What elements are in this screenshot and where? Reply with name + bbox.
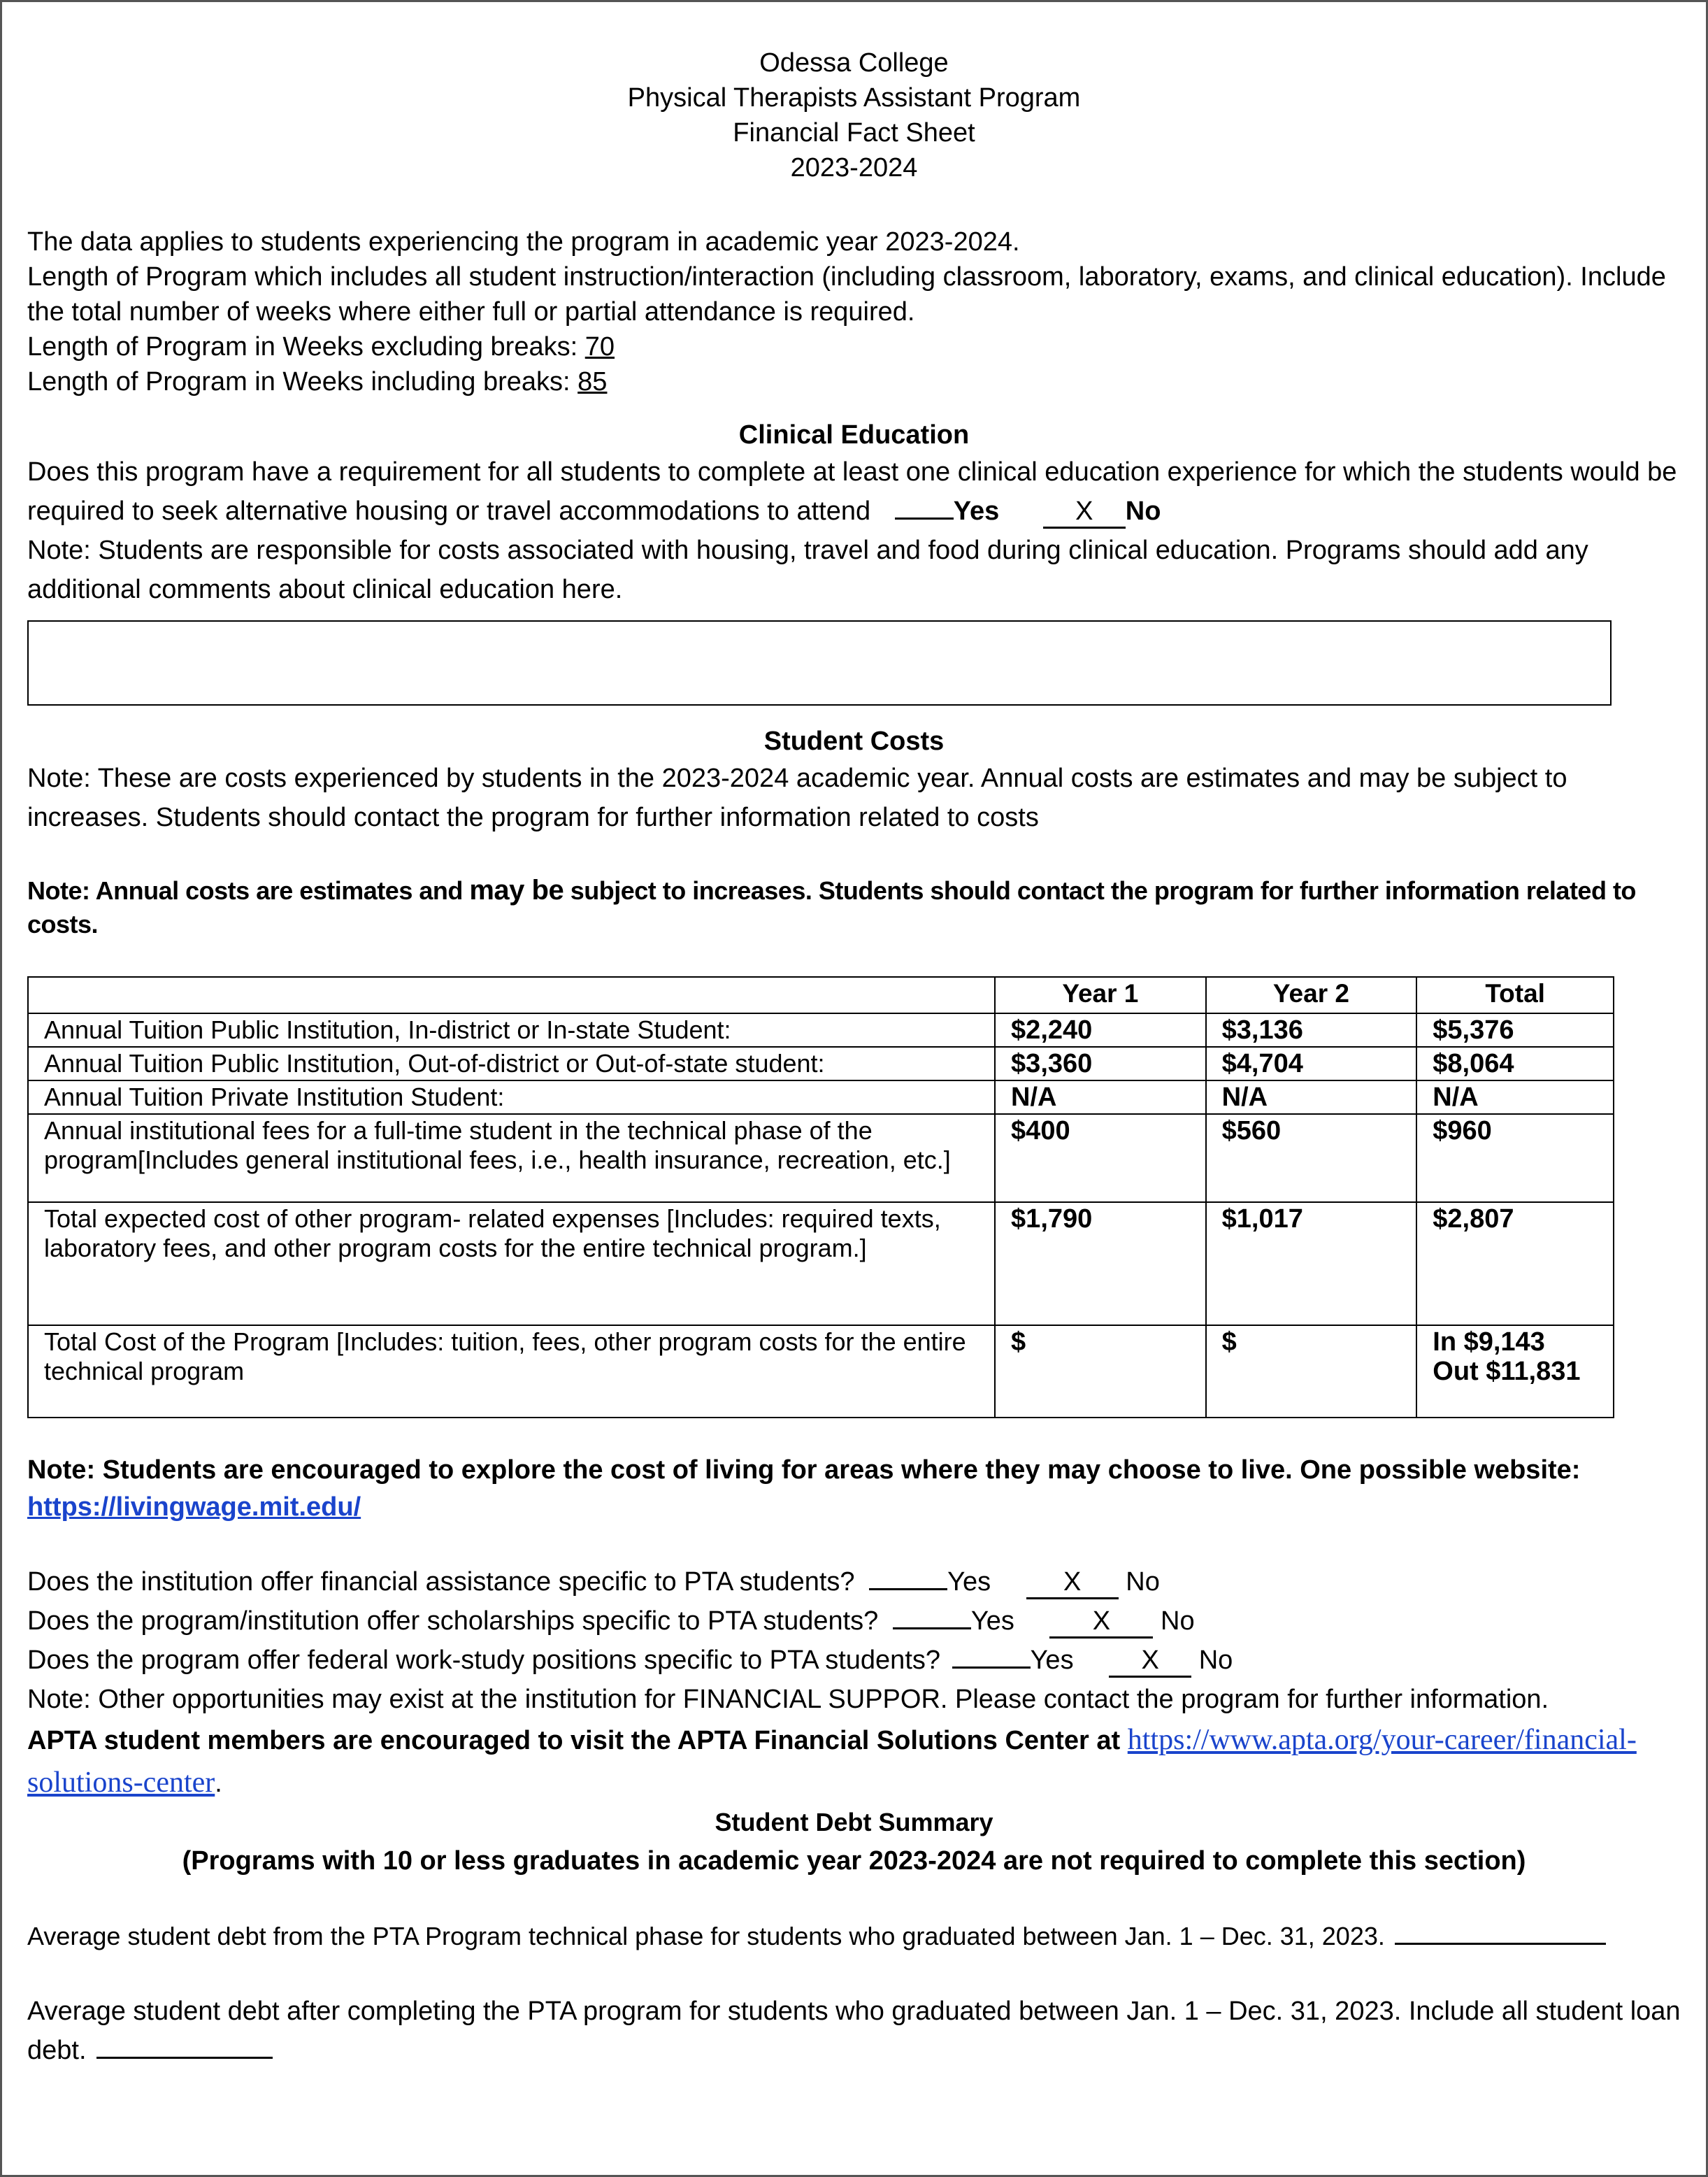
cost-year2: $ bbox=[1206, 1325, 1417, 1418]
apta-text: APTA student members are encouraged to visit the APTA Financial Solutions Center at bbox=[27, 1726, 1128, 1755]
apta-period: . bbox=[215, 1769, 222, 1798]
cost-desc: Total Cost of the Program [Includes: tuition, fees, other program costs for the entire technical program bbox=[28, 1325, 995, 1418]
clinical-question bbox=[27, 452, 1681, 531]
document-year: 2023-2024 bbox=[790, 153, 918, 183]
table-row bbox=[28, 1047, 1614, 1080]
question-scholarships bbox=[27, 1601, 1681, 1641]
question-yes-blank[interactable] bbox=[869, 1588, 947, 1590]
table-row bbox=[28, 1114, 1614, 1202]
question-no-label: No bbox=[1126, 1567, 1160, 1597]
clinical-no-label: No bbox=[1125, 497, 1161, 526]
question-no-blank[interactable]: X bbox=[1049, 1606, 1153, 1639]
debt-section bbox=[27, 1804, 1681, 2070]
cost-year1: N/A bbox=[995, 1080, 1206, 1114]
cost-desc: Total expected cost of other program- related expenses [Includes: required texts, laboratory fees, and other program costs for the entire technical program.] bbox=[28, 1202, 995, 1325]
cost-year2: $3,136 bbox=[1206, 1013, 1417, 1047]
spacer bbox=[27, 1954, 1681, 1992]
clinical-yes-label: Yes bbox=[953, 497, 1000, 526]
cost-total: $5,376 bbox=[1416, 1013, 1614, 1047]
cost-total bbox=[1416, 1325, 1614, 1418]
intro-applies-text: The data applies to students experiencing the program in academic year 2023-2024. bbox=[27, 227, 1020, 257]
debt-title: Student Debt Summary bbox=[715, 1808, 993, 1836]
costs-header-year1: Year 1 bbox=[995, 977, 1206, 1013]
question-no-label: No bbox=[1198, 1646, 1233, 1675]
question-yes-blank[interactable] bbox=[893, 1627, 971, 1629]
questions-section bbox=[27, 1562, 1681, 1804]
apta-paragraph bbox=[27, 1719, 1681, 1804]
cost-year2: $1,017 bbox=[1206, 1202, 1417, 1325]
question-financial-assistance bbox=[27, 1562, 1681, 1601]
costs-title: Student Costs bbox=[763, 727, 945, 756]
debt-line-total bbox=[27, 1992, 1681, 2070]
apta-link[interactable]: https://www.apta.org/your-career/financial-solutions-center bbox=[27, 1724, 1637, 1799]
cost-year1: $1,790 bbox=[995, 1202, 1206, 1325]
table-row bbox=[28, 1013, 1614, 1047]
weeks-excluding-label: Length of Program in Weeks excluding breaks: bbox=[27, 332, 578, 362]
clinical-yes-blank[interactable] bbox=[895, 518, 954, 520]
debt-subtitle: (Programs with 10 or less graduates in academic year 2023-2024 are not required to complete this section) bbox=[182, 1846, 1526, 1876]
spacer bbox=[27, 1881, 1681, 1919]
question-no-label: No bbox=[1161, 1606, 1195, 1636]
clinical-question-text: Does this program have a requirement for all students to complete at least one clinical education experience for which the students would be required to seek alternative housing or travel accommodations to attend bbox=[27, 457, 1677, 526]
cost-total: $960 bbox=[1416, 1114, 1614, 1202]
clinical-comments-box[interactable] bbox=[27, 620, 1612, 706]
costs-bold-note-a: Note: Annual costs are estimates and bbox=[27, 876, 470, 905]
intro-block bbox=[27, 224, 1681, 399]
cost-year2: $4,704 bbox=[1206, 1047, 1417, 1080]
cost-total: $8,064 bbox=[1416, 1047, 1614, 1080]
living-section bbox=[27, 1450, 1681, 1525]
cost-total: N/A bbox=[1416, 1080, 1614, 1114]
costs-header-year2: Year 2 bbox=[1206, 977, 1417, 1013]
costs-header-row bbox=[28, 977, 1614, 1013]
question-no-blank[interactable]: X bbox=[1026, 1566, 1119, 1599]
question-no-blank[interactable]: X bbox=[1109, 1645, 1191, 1678]
question-text: Does the program offer federal work-study positions specific to PTA students? bbox=[27, 1646, 941, 1675]
college-name: Odessa College bbox=[759, 48, 949, 78]
question-yes-label: Yes bbox=[947, 1567, 991, 1597]
debt-line-technical-text: Average student debt from the PTA Program technical phase for students who graduated between Jan. 1 – Dec. 31, 2023. bbox=[27, 1922, 1385, 1950]
weeks-including-label: Length of Program in Weeks including breaks: bbox=[27, 367, 570, 397]
debt-total-blank[interactable] bbox=[96, 2057, 273, 2059]
cost-total-in: In $9,143 bbox=[1433, 1327, 1545, 1357]
cost-year2: N/A bbox=[1206, 1080, 1417, 1114]
livingwage-link[interactable]: https://livingwage.mit.edu/ bbox=[27, 1492, 361, 1522]
clinical-section bbox=[27, 417, 1681, 706]
question-yes-label: Yes bbox=[1030, 1646, 1074, 1675]
costs-bold-note-c: subject to increases. Students should contact the program for further information related to costs. bbox=[27, 876, 1636, 938]
living-link-line bbox=[27, 1490, 1681, 1525]
program-name: Physical Therapists Assistant Program bbox=[627, 83, 1081, 113]
cost-desc: Annual Tuition Public Institution, Out-of-district or Out-of-state student: bbox=[28, 1047, 995, 1080]
cost-total: $2,807 bbox=[1416, 1202, 1614, 1325]
cost-desc: Annual Tuition Private Institution Student: bbox=[28, 1080, 995, 1114]
costs-bold-note bbox=[27, 873, 1681, 941]
weeks-excluding-value: 70 bbox=[584, 332, 615, 362]
costs-bold-note-b: may be bbox=[469, 875, 564, 906]
weeks-including-line bbox=[27, 364, 1681, 399]
table-row bbox=[28, 1202, 1614, 1325]
document-title: Financial Fact Sheet bbox=[733, 118, 975, 148]
question-text: Does the institution offer financial assistance specific to PTA students? bbox=[27, 1567, 855, 1597]
cost-year1: $400 bbox=[995, 1114, 1206, 1202]
support-note: Note: Other opportunities may exist at the institution for FINANCIAL SUPPOR. Please contact the program for further information. bbox=[27, 1685, 1549, 1714]
living-note: Note: Students are encouraged to explore the cost of living for areas where they may choose to live. One possible website: bbox=[27, 1455, 1581, 1485]
costs-section bbox=[27, 724, 1681, 1418]
costs-note: Note: These are costs experienced by students in the 2023-2024 academic year. Annual costs are estimates and may be subject to increases. Students should contact the program for further information related to costs bbox=[27, 764, 1567, 832]
debt-line-technical bbox=[27, 1919, 1681, 1954]
clinical-note: Note: Students are responsible for costs associated with housing, travel and food during clinical education. Programs should add any additional comments about clinical education here. bbox=[27, 536, 1588, 604]
weeks-excluding-line bbox=[27, 329, 1681, 364]
cost-desc: Annual institutional fees for a full-time student in the technical phase of the program[Includes general institutional fees, i.e., health insurance, recreation, etc.] bbox=[28, 1114, 995, 1202]
costs-header-blank bbox=[28, 977, 995, 1013]
cost-year1: $2,240 bbox=[995, 1013, 1206, 1047]
costs-table bbox=[27, 976, 1614, 1418]
cost-desc: Annual Tuition Public Institution, In-district or In-state Student: bbox=[28, 1013, 995, 1047]
clinical-no-blank[interactable]: X bbox=[1043, 496, 1126, 529]
table-row bbox=[28, 1325, 1614, 1418]
debt-technical-blank[interactable] bbox=[1395, 1943, 1606, 1945]
cost-year2: $560 bbox=[1206, 1114, 1417, 1202]
cost-year1: $3,360 bbox=[995, 1047, 1206, 1080]
debt-line-total-text: Average student debt after completing the PTA program for students who graduated between Jan. 1 – Dec. 31, 2023. Include all student loan debt. bbox=[27, 1997, 1681, 2065]
cost-total-out: Out $11,831 bbox=[1433, 1357, 1581, 1386]
intro-length-text: Length of Program which includes all student instruction/interaction (including classroom, laboratory, exams, and clinical education). Include the total number of weeks where either full or partial attendance is required. bbox=[27, 262, 1666, 327]
table-row bbox=[28, 1080, 1614, 1114]
question-yes-label: Yes bbox=[970, 1606, 1014, 1636]
header-block bbox=[27, 45, 1681, 185]
costs-header-total: Total bbox=[1416, 977, 1614, 1013]
clinical-title: Clinical Education bbox=[738, 420, 970, 450]
question-text: Does the program/institution offer scholarships specific to PTA students? bbox=[27, 1606, 879, 1636]
question-yes-blank[interactable] bbox=[952, 1666, 1031, 1669]
cost-year1: $ bbox=[995, 1325, 1206, 1418]
question-work-study bbox=[27, 1641, 1681, 1680]
weeks-including-value: 85 bbox=[577, 367, 608, 397]
